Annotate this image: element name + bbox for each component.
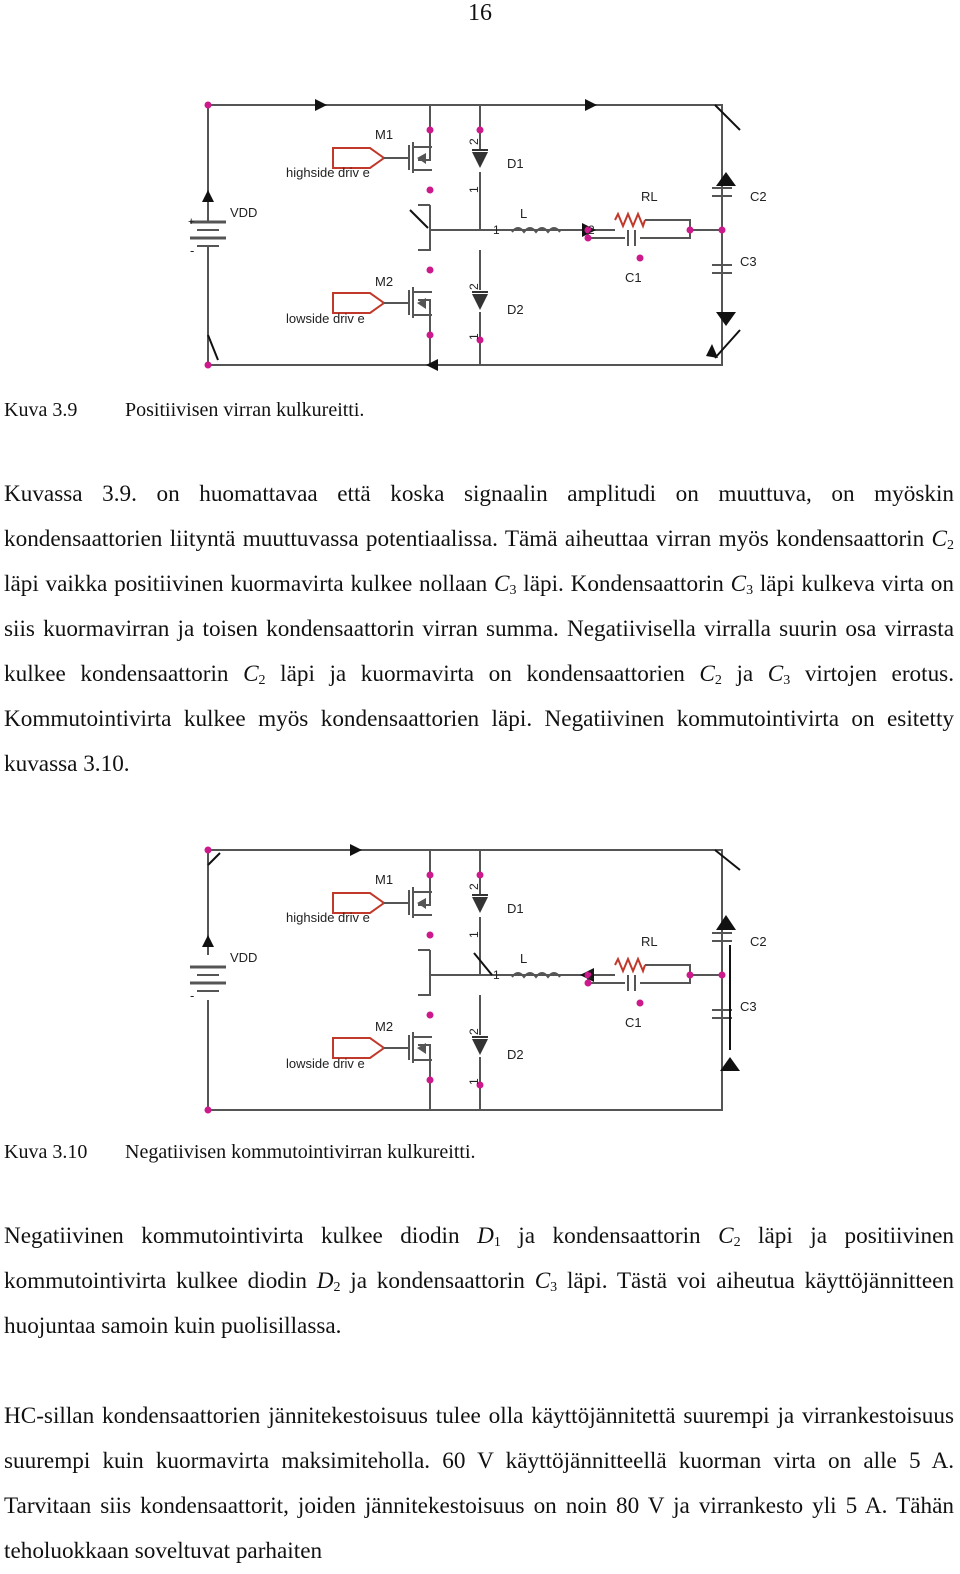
- label-m1: M1: [375, 127, 394, 142]
- label-d1-pin-1: 1: [467, 931, 481, 938]
- page-number: 16: [468, 0, 492, 26]
- label-m2: M2: [375, 1019, 394, 1034]
- label-d2: D2: [507, 302, 524, 317]
- label-highside-drive: highside driv e: [286, 165, 370, 180]
- label-d1-pin-1: 1: [467, 186, 481, 193]
- label-m2: M2: [375, 274, 394, 289]
- label-rl: RL: [641, 934, 658, 949]
- caption-text: Negatiivisen kommutointivirran kulkureitti.: [125, 1141, 476, 1163]
- caption-text: Positiivisen virran kulkureitti.: [125, 399, 365, 421]
- label-minus: -: [190, 243, 195, 258]
- label-l: L: [520, 206, 528, 221]
- label-d2-pin-1: 1: [467, 333, 481, 340]
- label-c3: C3: [740, 254, 757, 269]
- label-d1: D1: [507, 156, 524, 171]
- label-plus: +: [188, 216, 195, 228]
- label-vdd: VDD: [230, 950, 258, 965]
- label-c2: C2: [750, 934, 767, 949]
- label-d1: D1: [507, 901, 524, 916]
- label-d2-pin-1: 1: [467, 1078, 481, 1085]
- label-d2-pin-2: 2: [467, 1028, 481, 1035]
- label-d2-pin-2: 2: [467, 283, 481, 290]
- label-c1: C1: [625, 1015, 642, 1030]
- label-d1-pin-2: 2: [467, 883, 481, 890]
- label-pin-2: 2: [588, 223, 595, 237]
- circuit-diagram-negative-commutation: [170, 835, 770, 1125]
- label-lowside-drive: lowside driv e: [286, 311, 365, 326]
- paragraph-1: Kuvassa 3.9. on huomattavaa että koska signaalin amplitudi on muuttuva, on myöskin kondensaattorien liityntä muuttuvassa potentiaalissa. Tämä aiheuttaa virran myös kondensaattorin $C_2$ läpi vaikka positiivinen kuormavirta kulkee nollaan $C_3$ läpi. Kondensaattorin $C_3$ läpi kulkeva virta on siis kuormavirran ja toisen kondensaattorin virran summa. Negatiivisella virralla suurin osa virrasta kulkee kondensaattorin $C_2$ läpi ja kuormavirta on kondensaattorien $C_2$ ja $C_3$ virtojen erotus. Kommutointivirta kulkee myös kondensaattorien läpi. Negatiivinen kommutointivirta on esitetty kuvassa 3.10.: [4, 481, 954, 777]
- label-d1-pin-2: 2: [467, 138, 481, 145]
- label-c3: C3: [740, 999, 757, 1014]
- label-rl: RL: [641, 189, 658, 204]
- label-m1: M1: [375, 872, 394, 887]
- paragraph-3: HC-sillan kondensaattorien jännitekestoisuus tulee olla käyttöjännitettä suurempi ja virrankestoisuus suurempi kuin kuormavirta maksimiteholla. 60 V käyttöjännitteellä kuorman virta on alle 5 A. Tarvitaan siis kondensaattorit, joiden jännitekestoisuus on noin 80 V ja virrankesto yli 5 A. Tähän teholuokkaan soveltuvat parhaiten: [4, 1403, 954, 1564]
- label-d2: D2: [507, 1047, 524, 1062]
- label-c1: C1: [625, 270, 642, 285]
- circuit-diagram-positive-current: [170, 90, 770, 380]
- caption-number: Kuva 3.9: [4, 399, 78, 421]
- label-pin-1: 1: [493, 223, 500, 237]
- label-pin-2: 2: [588, 968, 595, 982]
- label-highside-drive: highside driv e: [286, 910, 370, 925]
- label-pin-1: 1: [493, 968, 500, 982]
- label-lowside-drive: lowside driv e: [286, 1056, 365, 1071]
- label-l: L: [520, 951, 528, 966]
- caption-number: Kuva 3.10: [4, 1141, 88, 1163]
- label-minus: -: [190, 988, 195, 1003]
- paragraph-2: Negatiivinen kommutointivirta kulkee diodin $D_1$ ja kondensaattorin $C_2$ läpi ja positiivinen kommutointivirta kulkee diodin $D_2$ ja kondensaattorin $C_3$ läpi. Tästä voi aiheutua käyttöjännitteen huojuntaa samoin kuin puolisillassa.: [4, 1223, 955, 1339]
- label-c2: C2: [750, 189, 767, 204]
- label-vdd: VDD: [230, 205, 258, 220]
